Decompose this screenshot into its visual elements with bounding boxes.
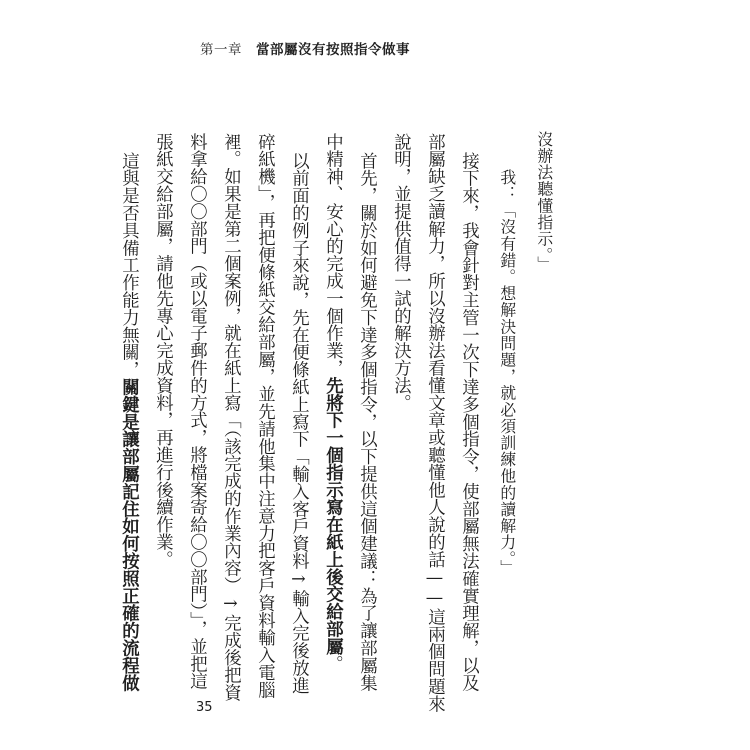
quote-line-1: 沒辦法聽懂指示。」 xyxy=(534,131,554,273)
page-number: 35 xyxy=(196,700,213,715)
paragraph-1-line-1: 接下來，我會針對主管一次下達多個指令，使部屬無法確實理解，以及 xyxy=(458,152,479,692)
paragraph-2-line-7: 張紙交給部屬，請他先專心完成資料，再進行後續作業。 xyxy=(152,133,173,568)
quote-line-2: 我：「沒有錯。想解決問題，就必須訓練他的讀解力。」 xyxy=(497,169,517,577)
paragraph-2-line-2-text: 中精神、安心的完成一個作業， xyxy=(322,133,343,377)
chapter-label: 第一章 xyxy=(200,42,242,58)
paragraph-1-line-3: 說明，並提供值得一試的解決方法。 xyxy=(390,133,411,412)
emphasis-text: 先將下一個指示寫在紙上後交給部屬 xyxy=(322,376,343,656)
paragraph-3-line-1 xyxy=(118,152,139,692)
paragraph-2-line-4: 碎紙機」，再把便條紙交給部屬，並先請他集中注意力把客戶資料輸入電腦 xyxy=(254,133,275,699)
paragraph-2-line-5: 裡。如果是第二個案例，就在紙上寫「（該完成的作業內容）→完成後把資 xyxy=(220,133,241,702)
paragraph-1-line-2: 部屬缺乏讀解力，所以沒辦法看懂文章或聽懂他人說的話——這兩個問題來 xyxy=(424,133,445,713)
paragraph-3-line-1-text: 這與是否具備工作能力無關， xyxy=(118,152,139,379)
chapter-title: 當部屬沒有按照指令做事 xyxy=(256,42,410,58)
running-header xyxy=(200,38,410,58)
emphasis-text: 關鍵是讓部屬記住如何按照正確的流程做 xyxy=(118,378,139,692)
paragraph-2-line-2-end: 。 xyxy=(322,655,343,673)
paragraph-2-line-3: 以前面的例子來說，先在便條紙上寫下「輸入客戶資料→輸入完後放進 xyxy=(288,152,309,694)
paragraph-2-line-2 xyxy=(322,133,343,673)
paragraph-2-line-1: 首先，關於如何避免下達多個指令，以下提供這個建議：為了讓部屬集 xyxy=(356,152,377,692)
paragraph-2-line-6: 料拿給〇〇部門（或以電子郵件的方式，將檔案寄給〇〇部門）」，並把這 xyxy=(186,133,207,690)
